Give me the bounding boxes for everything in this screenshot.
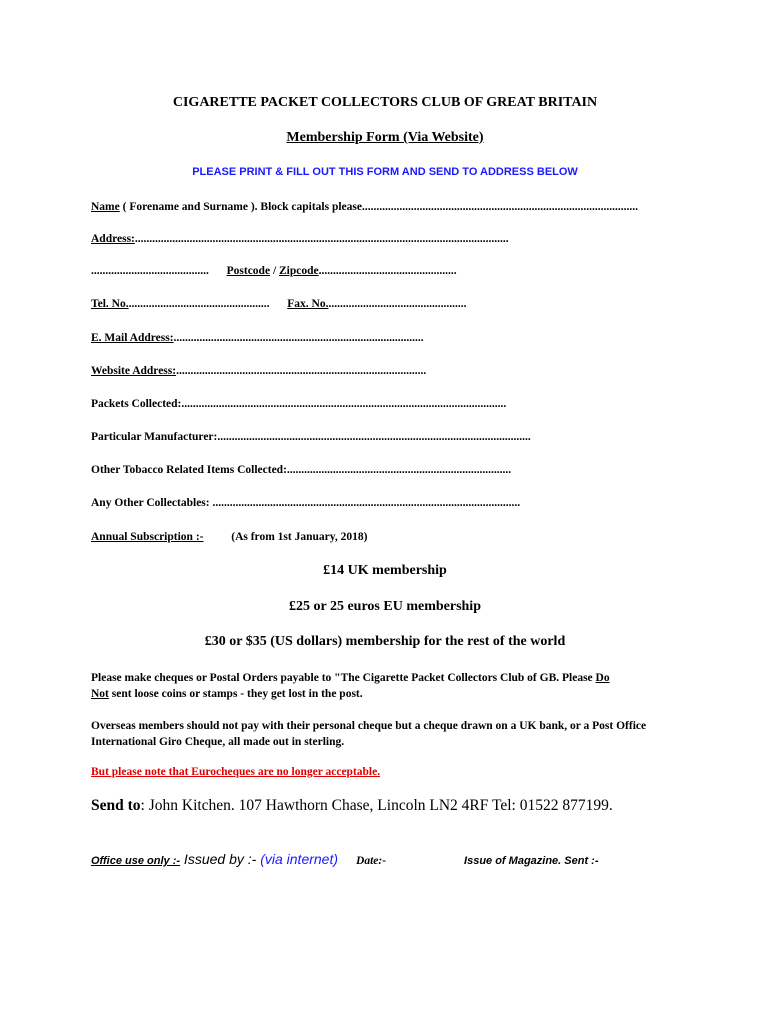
not-text: Not [91,688,109,700]
website-field-row[interactable] [91,365,426,377]
collectables-field-row[interactable] [91,497,520,509]
address-label: Address: [91,233,135,245]
office-use-label: Office use only [91,855,170,867]
tel-fax-row[interactable] [91,298,466,310]
page-title: CIGARETTE PACKET COLLECTORS CLUB OF GREAT BRITAIN [172,95,598,110]
fax-dots: ................................................ [328,298,467,310]
name-field-row[interactable] [91,201,638,213]
address-field-row[interactable] [91,233,509,245]
send-to-address [91,797,613,815]
packets-field-row[interactable] [91,398,506,410]
rate-eu: £25 or 25 euros EU membership [289,599,481,614]
name-dots: ............................................................................................... [364,201,638,213]
payment-instructions [91,670,671,702]
do-text: Do [595,672,610,684]
postcode-dots: ................................................ [318,265,457,277]
form-subtitle: Membership Form (Via Website) [286,130,484,145]
subscription-label: Annual Subscription :- [91,531,204,543]
tel-label: Tel. No. [91,298,129,310]
manufacturer-field-row[interactable] [91,431,531,443]
name-label: Name [91,201,120,213]
send-to-text: : John Kitchen. 107 Hawthorn Chase, Lincoln LN2 4RF Tel: 01522 877199. [140,797,613,814]
packets-dots: ................................................................................................................. [181,398,507,410]
zipcode-label: Zipcode [279,265,319,277]
website-label: Website Address: [91,365,177,377]
via-internet-text: (via internet) [260,851,339,867]
overseas-instructions: Overseas members should not pay with their personal cheque but a cheque drawn on a UK bank, or a Post Office International Giro Cheque, all made out in sterling. [91,720,647,748]
tobacco-label: Other Tobacco Related Items Collected: [91,464,287,476]
office-use-sep: :- [169,855,181,867]
magazine-sent-label: Magazine. Sent :- [505,855,599,867]
subscription-row [91,531,367,543]
manufacturer-dots: ............................................................................................................. [217,431,531,443]
date-label: Date:- [356,855,387,867]
collectables-dots: ........................................................................................................... [212,497,521,509]
rate-uk: £14 UK membership [323,563,447,578]
postcode-field-row[interactable] [91,265,457,277]
eurocheque-notice: But please note that Eurocheques are no longer acceptable. [91,766,381,778]
office-use-row [91,851,599,868]
send-to-label: Send to [91,797,141,814]
collectables-label: Any Other Collectables: [91,497,213,509]
fax-label: Fax. No. [287,298,329,310]
payment-text-end: sent loose coins or stamps - they get lost in the post. [108,688,363,700]
name-hint: ( Forename and Surname ). Block capitals please. [119,201,365,213]
postcode-label: Postcode [226,265,271,277]
tobacco-items-field-row[interactable] [91,464,511,476]
issue-of-label: Issue of [464,855,506,867]
email-dots: ....................................................................................... [173,332,424,344]
packets-label: Packets Collected: [91,398,182,410]
rate-world: £30 or $35 (US dollars) membership for the rest of the world [204,634,566,649]
tobacco-dots: .............................................................................. [286,464,512,476]
address-dots: .................................................................................................................................. [134,233,509,245]
tel-dots: ................................................. [128,298,270,310]
manufacturer-label: Particular Manufacturer: [91,431,218,443]
email-label: E. Mail Address: [91,332,174,344]
instruction-text: PLEASE PRINT & FILL OUT THIS FORM AND SEND TO ADDRESS BELOW [192,166,578,178]
email-field-row[interactable] [91,332,424,344]
website-dots: ....................................................................................... [176,365,427,377]
postcode-sep: / [270,265,280,277]
subscription-note: (As from 1st January, 2018) [231,531,368,543]
issued-by-label: Issued by :- [180,851,261,867]
address-line2-dots: ......................................... [91,265,209,277]
payment-text: Please make cheques or Postal Orders payable to "The Cigarette Packet Collectors Club of GB. Please [91,672,596,684]
